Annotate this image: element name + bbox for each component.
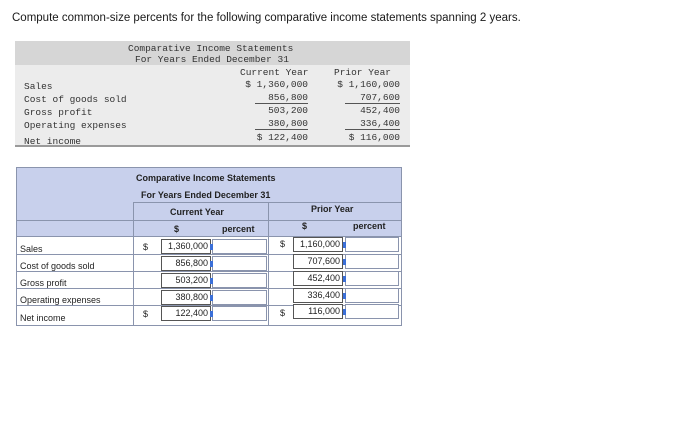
current-percent-input[interactable] [212, 306, 267, 321]
entry-row-label: Gross profit [20, 278, 67, 288]
question-instruction: Compute common-size percents for the following comparative income statements spanning 2 years. [12, 12, 521, 24]
given-current-value: 503,200 [268, 105, 308, 116]
given-row-label: Net income [24, 136, 82, 147]
given-current-value: $ 1,360,000 [245, 79, 308, 90]
given-prior-value: 452,400 [360, 105, 400, 116]
entry-row-label: Cost of goods sold [20, 261, 95, 271]
current-amount-cell: 856,800 [161, 256, 211, 271]
entry-prior-dollar-header: $ [302, 221, 308, 231]
given-prior-value: $ 116,000 [348, 132, 400, 143]
current-percent-input[interactable] [212, 239, 267, 254]
given-prior-value: 336,400 [345, 118, 400, 130]
entry-row-label: Net income [20, 313, 66, 323]
prior-percent-input[interactable] [345, 304, 399, 319]
given-current-value: 856,800 [255, 92, 308, 104]
entry-title: Comparative Income Statements [136, 173, 276, 183]
given-col-current: Current Year [240, 67, 309, 78]
entry-row-label: Operating expenses [20, 295, 101, 305]
prior-amount-cell: 336,400 [293, 288, 343, 303]
prior-percent-input[interactable] [345, 237, 399, 252]
current-amount-cell: 503,200 [161, 273, 211, 288]
current-amount-cell: 1,360,000 [161, 239, 211, 254]
given-col-prior: Prior Year [334, 67, 392, 78]
entry-row-label: Sales [20, 244, 43, 254]
entry-current-percent-header: percent [222, 224, 255, 234]
prior-percent-input[interactable] [345, 254, 399, 269]
given-current-value: 380,800 [255, 118, 308, 130]
prior-percent-input[interactable] [345, 271, 399, 286]
given-current-value: $ 122,400 [256, 132, 308, 143]
common-size-entry-table [16, 167, 402, 326]
current-amount-cell: 122,400 [161, 306, 211, 321]
given-prior-value: 707,600 [345, 92, 400, 104]
entry-current-header: Current Year [170, 207, 224, 217]
given-row-label: Gross profit [24, 107, 93, 118]
entry-prior-header: Prior Year [311, 204, 354, 214]
current-dollar-sign: $ [143, 309, 149, 319]
given-row-label: Cost of goods sold [24, 94, 127, 105]
prior-amount-cell: 707,600 [293, 254, 343, 269]
current-percent-input[interactable] [212, 290, 267, 305]
prior-amount-cell: 452,400 [293, 271, 343, 286]
given-row-label: Sales [24, 81, 53, 92]
prior-amount-cell: 116,000 [293, 304, 343, 319]
prior-percent-input[interactable] [345, 288, 399, 303]
current-dollar-sign: $ [143, 242, 149, 252]
given-prior-value: $ 1,160,000 [337, 79, 400, 90]
entry-prior-percent-header: percent [353, 221, 386, 231]
given-row-label: Operating expenses [24, 120, 127, 131]
prior-dollar-sign: $ [280, 308, 286, 318]
current-amount-cell: 380,800 [161, 290, 211, 305]
prior-dollar-sign: $ [280, 239, 286, 249]
current-percent-input[interactable] [212, 256, 267, 271]
given-subtitle: For Years Ended December 31 [135, 54, 289, 65]
entry-current-dollar-header: $ [174, 224, 180, 234]
current-percent-input[interactable] [212, 273, 267, 288]
given-income-statements [15, 41, 410, 147]
given-title: Comparative Income Statements [128, 43, 294, 54]
prior-amount-cell: 1,160,000 [293, 237, 343, 252]
entry-subtitle: For Years Ended December 31 [141, 190, 271, 200]
